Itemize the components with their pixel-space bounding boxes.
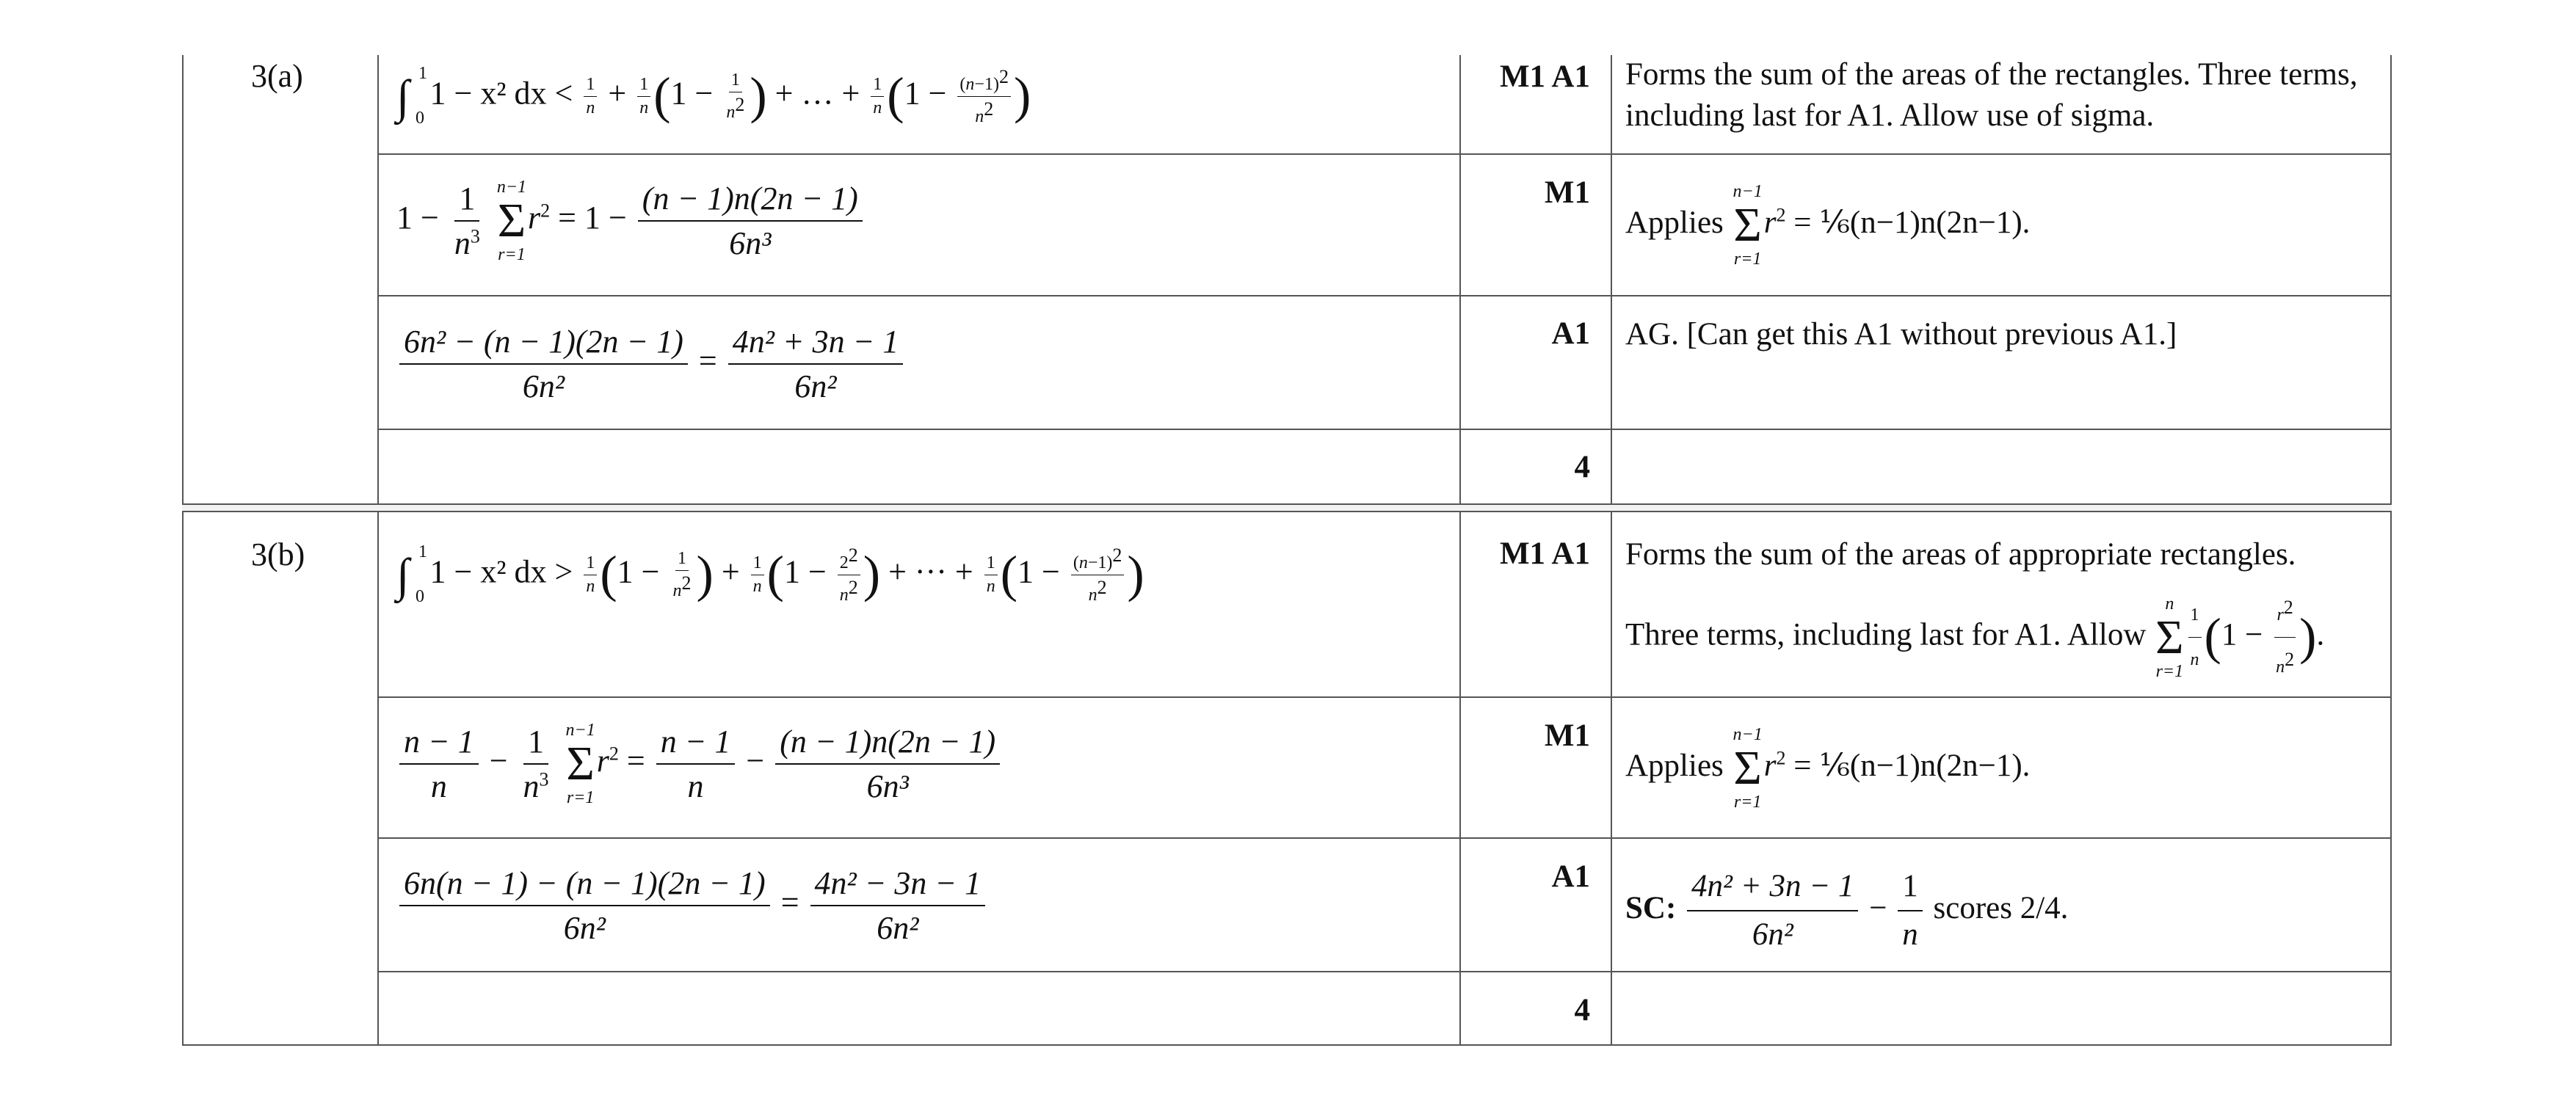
answer-integral-lower-sum: ∫ 1 0 1 − x² dx < $\frac{1}{n}$ + $\frac{1}{n}$ (1 − $\frac{1}{n^2}$ ) + … + $\frac{1}{n}$ (1 − $\frac{(n-1)^2}{n^2}$ ) bbox=[396, 63, 1031, 128]
guidance-text: Forms the sum of the areas of the rectangles. Three terms, including last for A1. Allow use of sigma. bbox=[1625, 57, 2358, 133]
guidance-text: Forms the sum of the areas of appropriate rectangles. bbox=[1625, 537, 2296, 572]
marks-cell: A1 bbox=[1551, 316, 1590, 351]
special-case-label: SC: bbox=[1625, 890, 1677, 925]
guidance-text: SC: $\frac{\text{4n² + 3n − 1}}{\text{6n²}}$ − $\frac{1}{n}$ scores 2/4. bbox=[1625, 866, 2374, 955]
part-separator-gap bbox=[182, 505, 2392, 511]
table-border-left bbox=[182, 55, 184, 1046]
answer-sum-formula: 1 − $\frac{1}{n^3}$ n−1 Σ r=1 $r^2 = 1$ − $\frac{(n - 1)n(2n - 1)}{\text{6n³}}$ bbox=[396, 178, 866, 264]
column-divider-marks bbox=[1611, 55, 1612, 1046]
guidance-text: Applies n−1 Σ r=1 $r^2$ = ⅙(n−1)n(2n−1). bbox=[1625, 725, 2031, 812]
sigma-symbol: n−1 Σ r=1 bbox=[1733, 182, 1763, 269]
sigma-symbol: n−1 Σ r=1 bbox=[1733, 725, 1763, 812]
part-separator bbox=[182, 511, 2392, 512]
answer-simplification: $\frac{6n(n - 1) - (n - 1)(2n - 1)}{\text{6n²}}$ = $\frac{\text{4n² − 3n − 1}}{\text{6n²}}$ bbox=[396, 864, 988, 947]
marks-cell: M1 bbox=[1544, 175, 1590, 210]
answer-simplification: $\frac{\text{6n² − (n − 1)(2n − 1)}}{\text{6n²}}$ = $\frac{\text{4n² + 3n − 1}}{\text{6n²}}$ bbox=[396, 323, 906, 405]
question-label: 3(a) bbox=[251, 58, 303, 94]
row-divider bbox=[377, 696, 2392, 698]
row-divider bbox=[377, 295, 2392, 296]
guidance-text: Applies n−1 Σ r=1 $r^2$ = ⅙(n−1)n(2n−1). bbox=[1625, 182, 2031, 269]
marks-cell: M1 A1 bbox=[1499, 536, 1590, 571]
marks-cell: M1 A1 bbox=[1499, 59, 1590, 94]
integral-sign: ∫ 1 0 bbox=[396, 63, 427, 128]
row-divider bbox=[377, 429, 2392, 430]
sigma-symbol: n Σ r=1 bbox=[2155, 594, 2184, 681]
sigma-symbol: n−1 Σ r=1 bbox=[496, 178, 527, 264]
table-border-right bbox=[2390, 55, 2392, 1046]
marks-cell: M1 bbox=[1544, 718, 1590, 753]
marks-total: 4 bbox=[1574, 450, 1590, 484]
guidance-text: AG. [Can get this A1 without previous A1.] bbox=[1625, 317, 2177, 352]
column-divider-label bbox=[377, 55, 379, 1046]
row-divider bbox=[377, 837, 2392, 839]
marks-total: 4 bbox=[1574, 993, 1590, 1027]
answer-integral-upper-sum: ∫ 1 0 1 − x² dx > $\frac{1}{n}$ (1 − $\frac{1}{n^2}$ ) + $\frac{1}{n}$ (1 − $\frac{2^2}{n^2}$ ) + ··· + $\frac{1}{n}$ (1 − $\frac{(n-1)^2}{n^2}$ ) bbox=[396, 542, 1144, 606]
row-divider bbox=[377, 971, 2392, 972]
integral-sign: ∫ 1 0 bbox=[396, 542, 427, 606]
table-border-bottom bbox=[182, 1044, 2392, 1046]
answer-sum-formula: $\frac{n - 1}{n}$ − $\frac{1}{n^3}$ n−1 Σ r=1 $r^2$ = $\frac{n - 1}{n}$ − $\frac{(n - 1)n(2n - 1)}{\text{6n³}}$ bbox=[396, 721, 1003, 807]
question-label: 3(b) bbox=[251, 536, 305, 572]
sigma-symbol: n−1 Σ r=1 bbox=[565, 721, 595, 807]
marks-cell: A1 bbox=[1551, 859, 1590, 894]
guidance-text-line2: Three terms, including last for A1. Allow n Σ r=1 $\frac{1}{n}$ (1 − $\frac{r^2}{n^2}$ ). bbox=[1625, 587, 2381, 688]
row-divider bbox=[377, 153, 2392, 155]
